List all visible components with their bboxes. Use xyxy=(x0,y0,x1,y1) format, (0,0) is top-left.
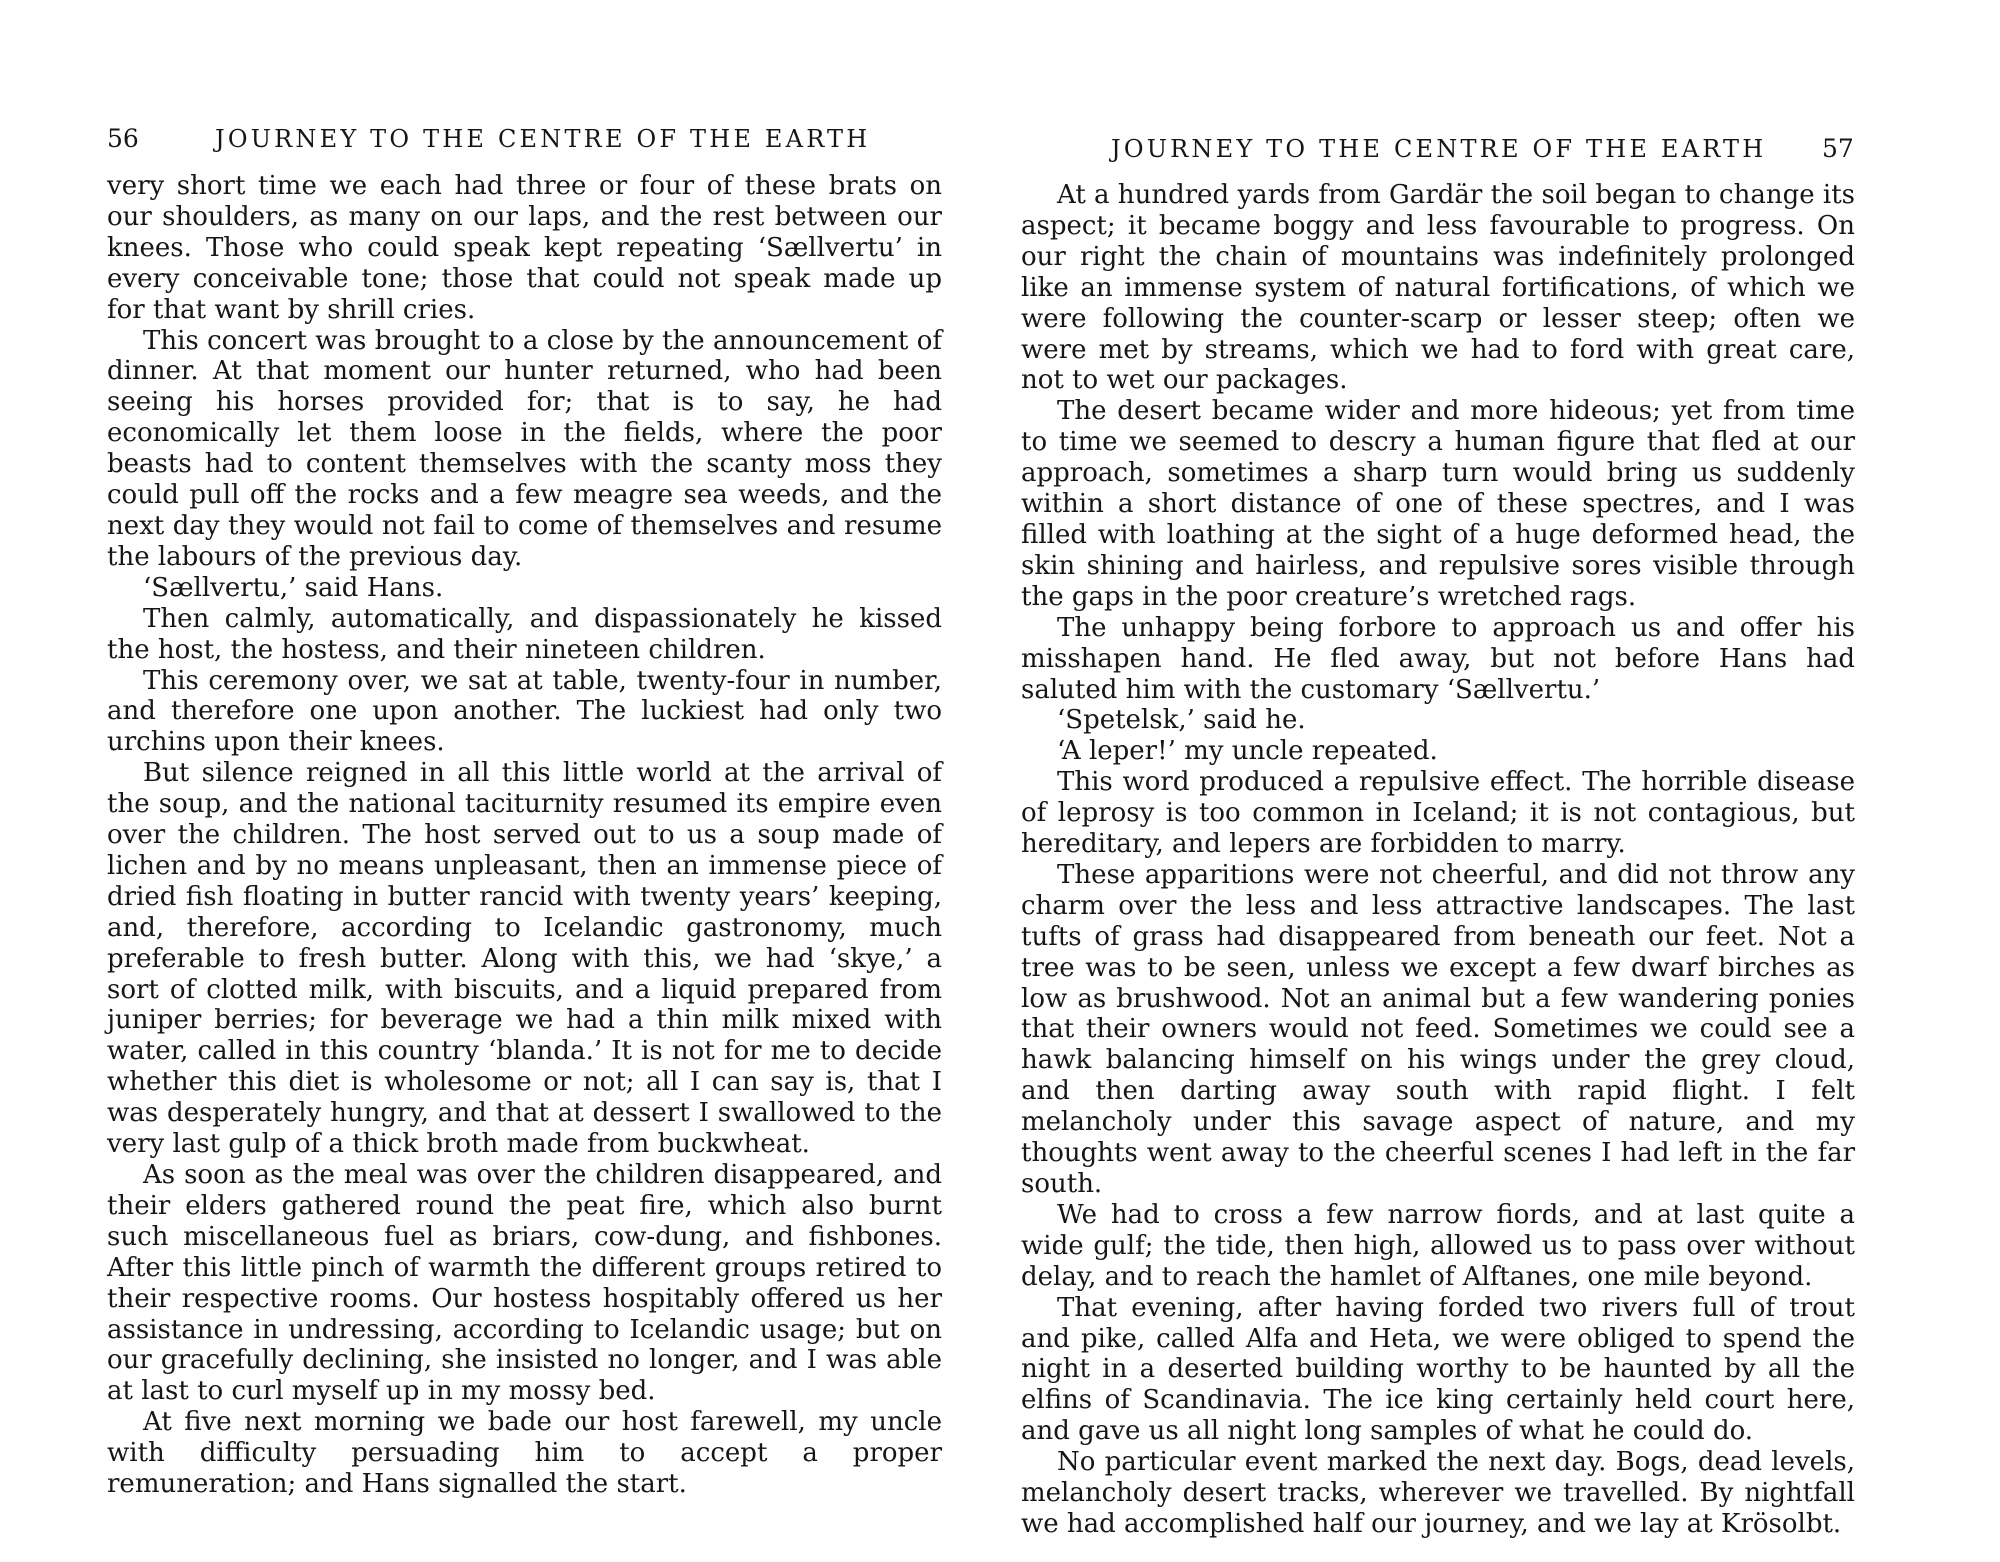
paragraph: ‘Sællvertu,’ said Hans. xyxy=(143,572,444,603)
page-number: 57 xyxy=(1822,134,1854,163)
right-page xyxy=(1000,0,2000,1562)
paragraph: This concert was brought to a close by the announcement of dinner. At that moment our hunter returned, who had been seeing his horses provided for; that is to say, he had economically let them loose in the fields, where the poor beasts had to content themselves with the scanty moss they could pull off the rocks and a few meagre sea weeds, and the next day they would not fail to come of themselves and resume the labours of the previous day. xyxy=(107,325,942,572)
running-title: JOURNEY TO THE CENTRE OF THE EARTH xyxy=(215,125,871,153)
paragraph: Then calmly, automatically, and dispassionately he kissed the host, the hostess, and their nineteen children. xyxy=(107,603,942,665)
paragraph: At five next morning we bade our host farewell, my uncle with difficulty persuading him to accept a proper remuneration; and Hans signalled the start. xyxy=(107,1407,942,1500)
body-text xyxy=(107,171,942,1500)
paragraph: That evening, after having forded two rivers full of trout and pike, called Alfa and Heta, we were obliged to spend the night in a deserted building worthy to be haunted by all the elfins of Scandinavia. The ice king certainly held court here, and gave us all night long samples of what he could do. xyxy=(1021,1292,1855,1447)
paragraph: ‘A leper!’ my uncle repeated. xyxy=(1057,736,1438,767)
paragraph: This word produced a repulsive effect. The horrible disease of leprosy is too common in Iceland; it is not contagious, but hereditary, and lepers are forbidden to marry. xyxy=(1021,767,1855,860)
paragraph: At a hundred yards from Gardär the soil began to change its aspect; it became boggy and less favourable to progress. On our right the chain of mountains was indefinitely prolonged like an immense system of natural fortifications, of which we were following the counter-scarp or lesser steep; often we were met by streams, which we had to ford with great care, not to wet our packages. xyxy=(1021,180,1855,396)
paragraph: The desert became wider and more hideous; yet from time to time we seemed to descry a human figure that fled at our approach, sometimes a sharp turn would bring us suddenly within a short distance of one of these spectres, and I was filled with loathing at the sight of a huge deformed head, the skin shining and hairless, and repulsive sores visible through the gaps in the poor creature’s wretched rags. xyxy=(1021,396,1855,612)
paragraph: These apparitions were not cheerful, and did not throw any charm over the less and less attractive landscapes. The last tufts of grass had disappeared from beneath our feet. Not a tree was to be seen, unless we except a few dwarf birches as low as brushwood. Not an animal but a few wandering ponies that their owners would not feed. Sometimes we could see a hawk balancing himself on his wings under the grey cloud, and then darting away south with rapid flight. I felt melancholy under this savage aspect of nature, and my thoughts went away to the cheerful scenes I had left in the far south. xyxy=(1021,859,1855,1199)
paragraph: very short time we each had three or four of these brats on our shoulders, as many on our laps, and the rest between our knees. Those who could speak kept repeating ‘Sællvertu’ in every conceivable tone; those that could not speak made up for that want by shrill cries. xyxy=(107,171,942,325)
paragraph: ‘Spetelsk,’ said he. xyxy=(1057,705,1306,736)
paragraph: But silence reigned in all this little world at the arrival of the soup, and the national taciturnity resumed its empire even over the children. The host served out to us a soup made of lichen and by no means unpleasant, then an immense piece of dried fish floating in butter rancid with twenty years’ keeping, and, therefore, according to Icelandic gastronomy, much preferable to fresh butter. Along with this, we had ‘skye,’ a sort of clotted milk, with biscuits, and a liquid prepared from juniper berries; for beverage we had a thin milk mixed with water, called in this country ‘blanda.’ It is not for me to decide whether this diet is wholesome or not; all I can say is, that I was desperately hungry, and that at dessert I swallowed to the very last gulp of a thick broth made from buckwheat. xyxy=(107,758,942,1160)
paragraph: We had to cross a few narrow fiords, and at last quite a wide gulf; the tide, then high, allowed us to pass over without delay, and to reach the hamlet of Alftanes, one mile beyond. xyxy=(1021,1199,1855,1292)
paragraph: The unhappy being forbore to approach us and offer his misshapen hand. He fled away, but not before Hans had saluted him with the customary ‘Sællvertu.’ xyxy=(1021,612,1855,705)
body-text xyxy=(1021,180,1855,1540)
paragraph: This ceremony over, we sat at table, twenty-four in number, and therefore one upon another. The luckiest had only two urchins upon their knees. xyxy=(107,665,942,758)
paragraph: As soon as the meal was over the children disappeared, and their elders gathered round the peat fire, which also burnt such miscellaneous fuel as briars, cow-dung, and fishbones. After this little pinch of warmth the different groups retired to their respective rooms. Our hostess hospitably offered us her assistance in undressing, according to Icelandic usage; but on our gracefully declining, she insisted no longer, and I was able at last to curl myself up in my mossy bed. xyxy=(107,1160,942,1407)
paragraph: No particular event marked the next day. Bogs, dead levels, melancholy desert tracks, wherever we travelled. By nightfall we had accomplished half our journey, and we lay at Krösolbt. xyxy=(1021,1447,1855,1539)
running-title: JOURNEY TO THE CENTRE OF THE EARTH xyxy=(1111,135,1767,163)
page-number: 56 xyxy=(107,124,139,153)
